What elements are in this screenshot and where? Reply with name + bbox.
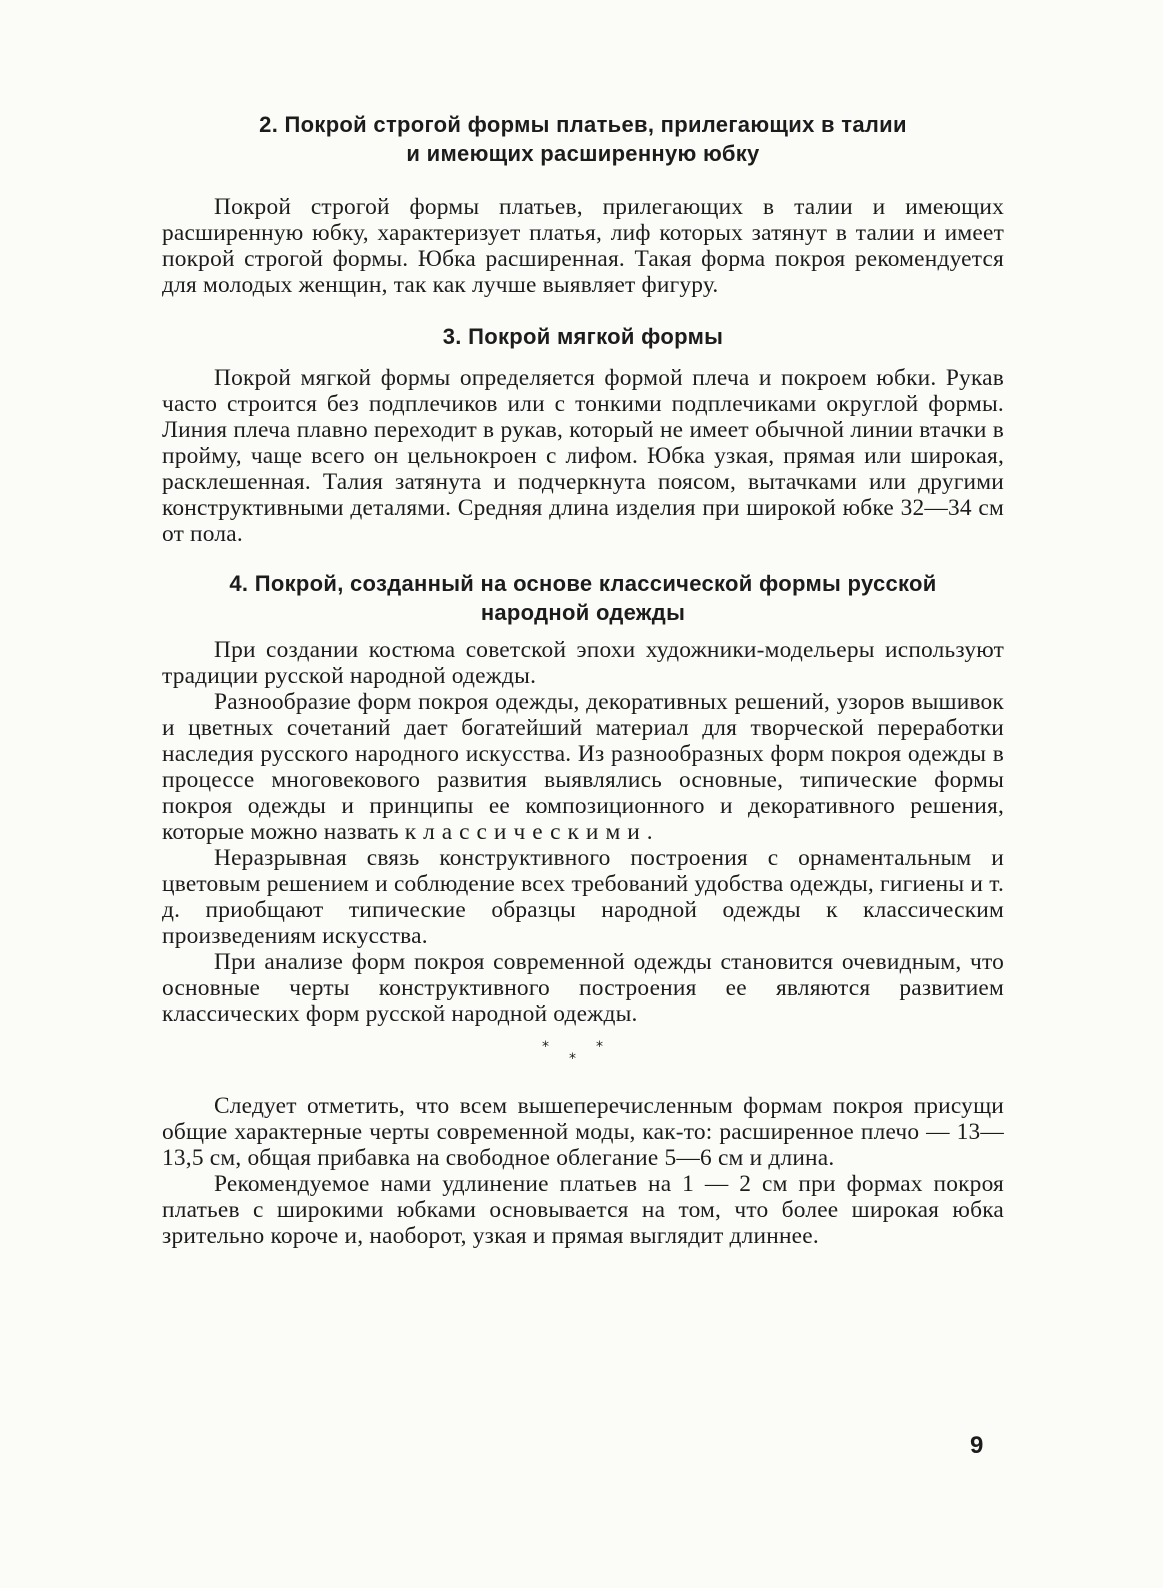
section-4-heading (162, 569, 1004, 627)
final-paragraph-1: Следует отметить, что всем вышеперечисленным формам покроя присущи общие характерные черты современной моды, как-то: расширенное плечо — 13—13,5 см, общая прибавка на свободное облегание 5—6 см и длина. (162, 1093, 1004, 1171)
section-4-paragraph-2-text: Разнообразие форм покроя одежды, декоративных решений, узоров вышивок и цветных сочетаний дает богатейший материал для творческой переработки наследия русского народного искусства. Из разнообразных форм покроя одежды в процессе многовекового развития выявлялись основные, типические формы покроя одежды и принципы ее композиционного и декоративного решения, которые можно назвать (162, 689, 1004, 845)
spaced-emphasis-word: классическими (404, 819, 647, 845)
section-2-heading (162, 110, 1004, 168)
section-4-paragraph-3: Неразрывная связь конструктивного построения с орнаментальным и цветовым решением и соблюдение всех требований удобства одежды, гигиены и т. д. приобщают типические образцы народной одежды к классическим произведениям искусства. (162, 845, 1004, 949)
final-paragraph-2: Рекомендуемое нами удлинение платьев на 1 — 2 см при формах покроя платьев с широкими юбками основывается на том, что более широкая юбка зрительно короче и, наоборот, узкая и прямая выглядит длиннее. (162, 1171, 1004, 1249)
section-2-heading-line1: 2. Покрой строгой формы платьев, прилегающих в талии (259, 112, 907, 137)
asterism-star-left: * (542, 1039, 549, 1055)
section-4-paragraph-4: При анализе форм покроя современной одежды становится очевидным, что основные черты конструктивного построения ее являются развитием классических форм русской народной одежды. (162, 949, 1004, 1027)
asterism-star-bottom: * (569, 1051, 576, 1067)
section-2-paragraph: Покрой строгой формы платьев, прилегающих в талии и имеющих расширенную юбку, характеризует платья, лиф которых затянут в талии и имеет покрой строгой формы. Юбка расширенная. Такая форма покроя рекомендуется для молодых женщин, так как лучше выявляет фигуру. (162, 194, 1004, 298)
section-4-paragraph-2 (162, 689, 1004, 845)
section-2-heading-line2: и имеющих расширенную юбку (406, 141, 760, 166)
section-3-heading: 3. Покрой мягкой формы (442, 324, 724, 349)
page-content (162, 100, 1004, 1249)
section-3-paragraph: Покрой мягкой формы определяется формой плеча и покроем юбки. Рукав часто строится без подплечиков или с тонкими подплечиками округлой формы. Линия плеча плавно переходит в рукав, который не имеет обычной линии втачки в пройму, чаще всего он цельнокроен с лифом. Юбка узкая, прямая или широкая, расклешенная. Талия затянута и подчеркнута поясом, вытачками или другими конструктивными деталями. Средняя длина изделия при широкой юбке 32—34 см от пола. (162, 365, 1004, 547)
page-number: 9 (970, 1432, 984, 1459)
section-4-paragraph-2-end: . (646, 819, 653, 845)
asterism-star-right: * (596, 1039, 603, 1055)
section-4-heading-line2: народной одежды (480, 600, 686, 625)
asterism-divider (162, 1037, 1004, 1077)
section-4-heading-line1: 4. Покрой, созданный на основе классической формы русской (229, 571, 937, 596)
section-4-paragraph-1: При создании костюма советской эпохи художники-модельеры используют традиции русской народной одежды. (162, 637, 1004, 689)
